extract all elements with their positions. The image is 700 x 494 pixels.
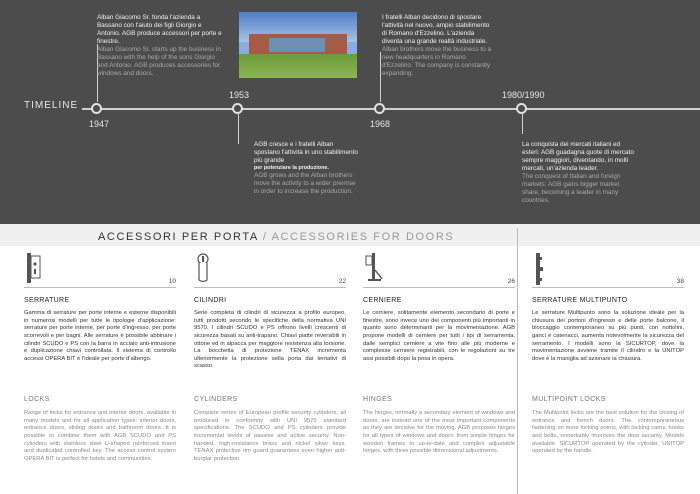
timeline-event-1947: Alban Giacomo Sr. fonda l'azienda a Bassano con l'aiuto dei figli Giorgio e Antonio. AGB produce accessori per porte e finestre. Alban Giacomo Sr. starts up the business in Bassano with the help of the sons Giorgio and Antonio. AGB produces accessories for windows and doors.: [97, 14, 222, 77]
timeline-stem: [380, 52, 381, 102]
multipoint-lock-icon: [532, 252, 544, 291]
timeline-dot-1947: [91, 103, 102, 114]
page-number: 38: [676, 278, 684, 285]
product-text-en: The Multipoint locks are the best solution for the closing of entrance and french doors. The contemporaneous fastening on more locking points, with locking cams, hooks and bolts, remarkably improves the door security. Models available: SICURTOP operated by the cylinder, UNITOP operated by the handle.: [532, 410, 684, 455]
column-rule: [532, 287, 684, 288]
page-number: 22: [338, 278, 346, 285]
timeline-dot-1968: [374, 103, 385, 114]
page-number: 10: [168, 278, 176, 285]
product-text-en: Range of locks for entrance and interior doors, available in many models and for all application types: interior doors, entrance doors, sliding doors and bathroom doors. It is possible to combine them with AGB SCUDO and PS cylinders with stainless steel U-shaped reinforced insert and duplicated controlled key. The access control system OPERA BIT is perfect for hotels and communities.: [24, 410, 176, 462]
product-text-it: Serie completa di cilindri di sicurezza a profilo europeo, tutti prodotti secondo le specifiche della normativa UNI 9570. I cilindri SCUDO e PS offrono livelli crescenti di sicurezza basati su anti-trapano. Chiavi piatte reversibili in ottone ed in alpacca per maggiore resistenza alla torsione. La bocchetta di protezione TENAX incrementa ulteriormente la protezione sella porta dai tentativi di scasso.: [194, 310, 346, 370]
page-number: 26: [507, 278, 515, 285]
timeline-stem: [238, 114, 239, 144]
product-title: CERNIERE: [363, 297, 402, 304]
product-subtitle: LOCKS: [24, 396, 50, 403]
product-subtitle: MULTIPOINT LOCKS: [532, 396, 606, 403]
product-title: SERRATURE: [24, 297, 70, 304]
timeline-event-1980: La conquista dei mercati italiani ed esteri: AGB guadagna quote di mercato sempre maggiori, diventando, in molti mercati, un'azienda leader. The conquest of Italian and foreign markets: AGB gains bigger market share, becoming a leader in many countries.: [522, 141, 634, 204]
timeline-line: [82, 108, 700, 110]
timeline-stem: [522, 114, 523, 134]
timeline-label: TIMELINE: [24, 100, 79, 111]
product-text-it: Gamma di serrature per porte interne e esterne disponibili in numerosi modelli per tutte le tipologie d'applicazione: serrature per porte interne, per porte d'ingresso, per porte scorrevoli e per bagni. Alle serrature è possibile abbinare i cilindri SCUDO e PS con la barra in acciaio anti-intrusione e duplicazione chiavi controllata. Il sistema di controllo accessi OPERA BIT è l'ideale per porte d'albergo.: [24, 310, 176, 362]
lock-icon: [24, 252, 42, 289]
product-subtitle: HINGES: [363, 396, 393, 403]
timeline-year: 1953: [229, 90, 250, 100]
column-rule: [24, 287, 176, 288]
timeline-band: [0, 0, 700, 224]
timeline-year: 1968: [370, 119, 391, 129]
timeline-year: 1980/1990: [502, 90, 545, 100]
product-text-it: Le cerniere, solitamente elemento secondario di porte e finestre, sono invece uno dei componenti più importanti in quanto sono determinanti per la movimentazione. AGB propone modelli di cerniere per tutti i tipi di serramenta, dalle semplici cerniere a vite fino alle più moderne e complesse cerniere registrabili, con le regolazioni su tre assi possibili dopo la posa in opera.: [363, 310, 515, 362]
timeline-year: 1947: [89, 119, 110, 129]
column-rule: [194, 287, 346, 288]
section-title: ACCESSORI PER PORTA / ACCESSORIES FOR DOORS: [98, 231, 455, 243]
product-text-it: Le serrature Multipunto sono la soluzione ideale per la chiusura dei portoni d'ingresso e delle porte balcone, il bloccaggio contemporaneo su più punti, con nottolini, ganci e catenacci, aumenta notevolmente la sicurezza del serramento. I modelli sono la SICURTOP, dove la movimentazione avviene tramite il cilindro e la UNITOP dove è la maniglia ad azionare la chiusura.: [532, 310, 684, 362]
cylinder-icon: [194, 252, 212, 289]
product-text-en: Complete series of European profile security cylinders, all produced in conformity with UNI 9570 standard specifications. The SCUDO and PS cylinders provide incremental levels of passive and active security. Non-handed, high-resistance brass and nickel silver keys. TENAX protective rim guard guarantees even higher anti-burglar protection.: [194, 410, 346, 462]
column-rule: [363, 287, 515, 288]
factory-photo: [239, 12, 357, 78]
timeline-dot-1980: [516, 103, 527, 114]
product-title: SERRATURE MULTIPUNTO: [532, 297, 628, 304]
timeline-dot-1953: [232, 103, 243, 114]
column-divider: [517, 228, 518, 494]
timeline-event-1953: AGB cresce e i fratelli Alban spostano l'attività in uno stabilimento più grande per potenziare la produzione. AGB grows and the Alban brothers move the activity to a wider premise in order to increase the production.: [254, 141, 358, 195]
product-title: CILINDRI: [194, 297, 227, 304]
product-subtitle: CYLINDERS: [194, 396, 238, 403]
product-text-en: The hinges, normally a secondary element of windows and doors, are instead one of the most important components as they are decisive for the moving. AGB proposes hinges for all types of windows and doors: from simple hinges for wooden frames to up-to-date and complex adjustable hinges, with three possible dimensional adjustments.: [363, 410, 515, 455]
timeline-event-1968: I fratelli Alban decidono di spostare l'attività nel nuovo, ampio stabilimento di Romano d'Ezzelino. L'azienda diventa una grande realtà industriale. Alban brothers move the business to a new headquarters in Romano d'Ezzelino. The company is constantly expanding.: [382, 14, 492, 77]
hinge-icon: [363, 252, 385, 289]
